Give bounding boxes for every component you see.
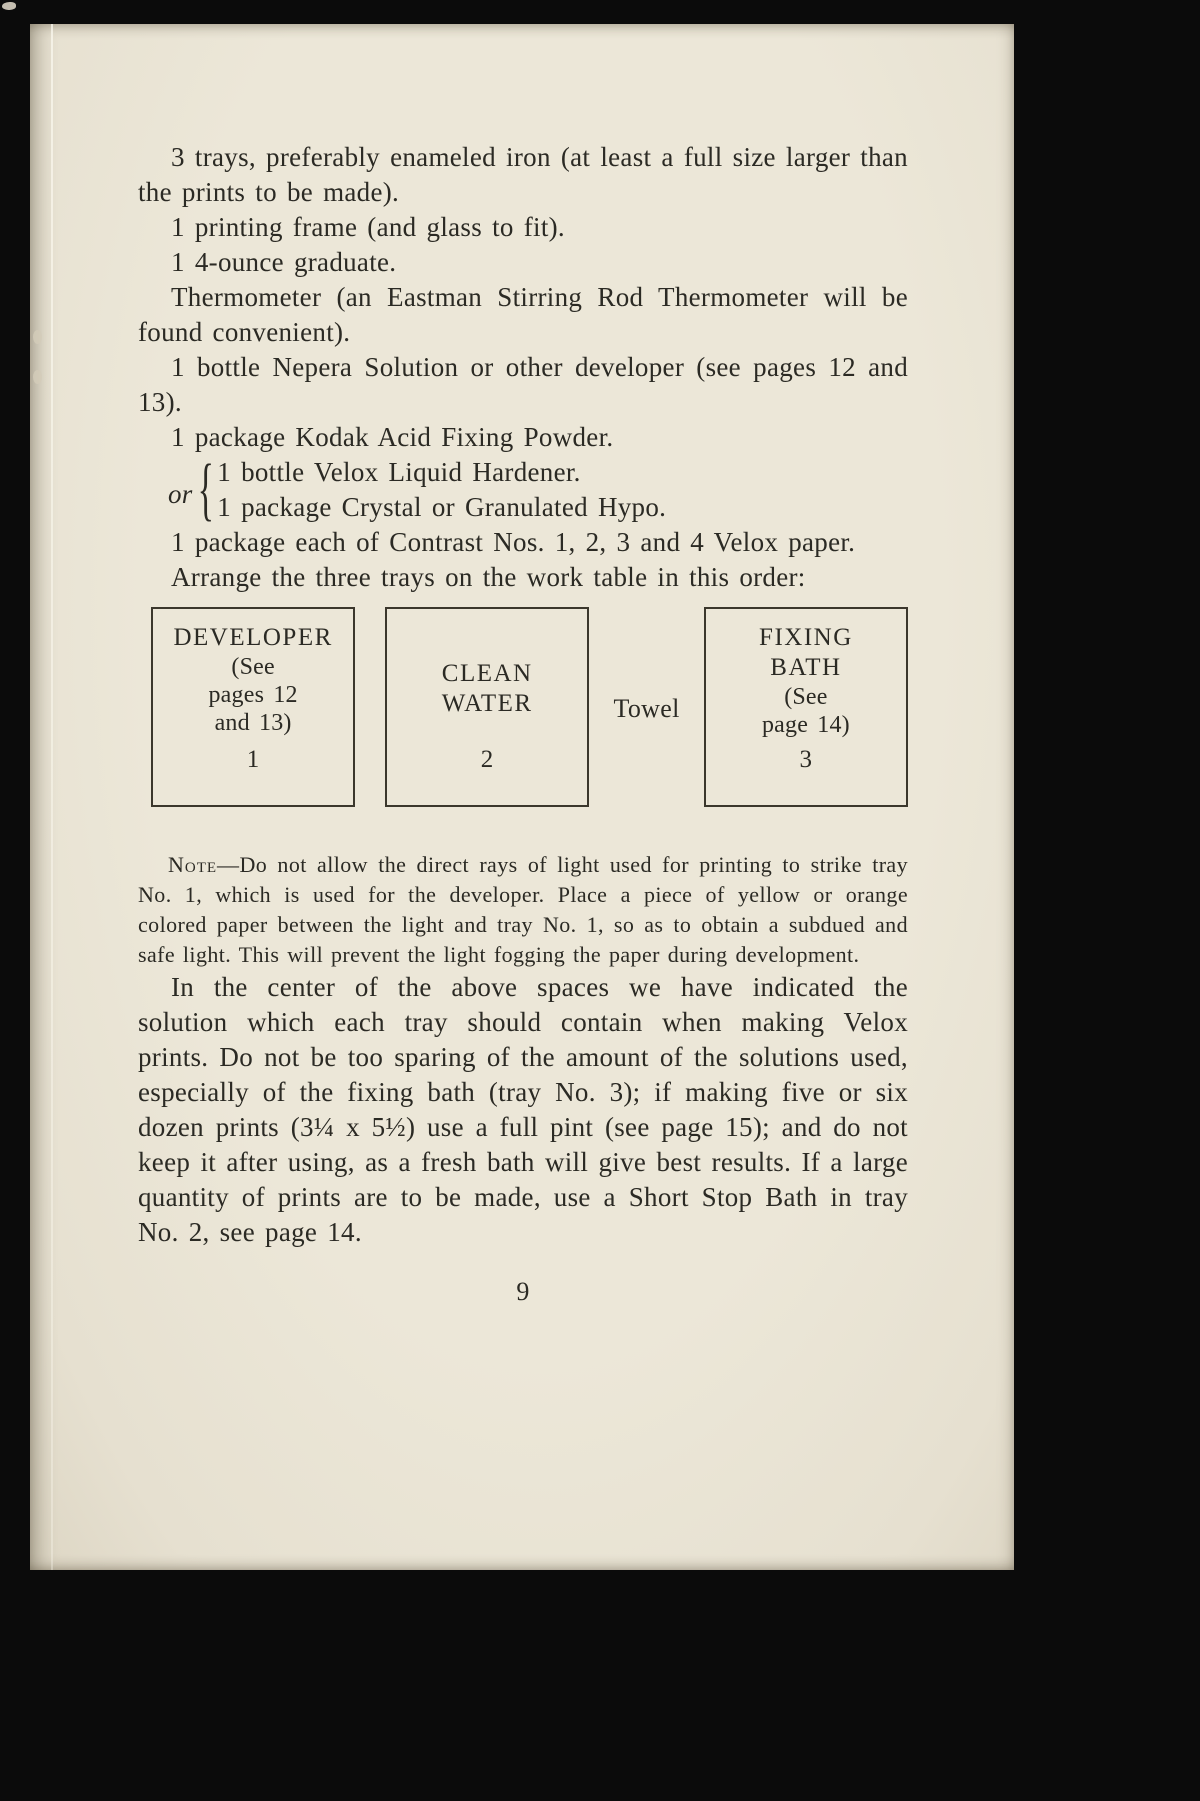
paragraph-nepera-solution: 1 bottle Nepera Solution or other developer (see pages 12 and 13). [138, 352, 908, 417]
tray2-number: 2 [480, 746, 494, 773]
tray3-sub-line1: (See [784, 684, 828, 710]
tray1-labels [157, 623, 349, 737]
tray1-title: DEVELOPER [173, 624, 333, 651]
paragraph-contrast-paper: 1 package each of Contrast Nos. 1, 2, 3 and 4 Velox paper. [171, 527, 856, 557]
note-label: Note [168, 852, 218, 877]
paragraph-fixing-powder: 1 package Kodak Acid Fixing Powder. [171, 422, 614, 452]
tray-diagram [151, 607, 908, 807]
page-spine-edge [51, 24, 53, 1570]
tray3-line1: FIXING [759, 624, 853, 651]
book-page [30, 24, 1014, 1570]
tray2-labels [391, 659, 583, 719]
tray2-line2: WATER [441, 690, 533, 717]
note-paragraph [138, 850, 908, 970]
scan-artifact-edge [33, 330, 42, 344]
note-text: —Do not allow the direct rays of light used for printing to strike tray No. 1, which is used for the developer. Place a piece of yellow or orange colored paper between the light and tray No. 1, so as to obtain a subdued and safe light. This will prevent the light fogging the paper during development. [138, 852, 908, 967]
tray-box-fixing-bath [704, 607, 908, 807]
or-label: or [168, 478, 193, 509]
tray1-sub-line3: and 13) [214, 710, 292, 736]
paragraph-graduate: 1 4-ounce graduate. [171, 247, 397, 277]
towel-label: Towel [613, 694, 680, 723]
tray1-sub-line2: pages 12 [208, 682, 298, 708]
scan-artifact-edge [33, 370, 42, 384]
paragraph-printing-frame: 1 printing frame (and glass to fit). [171, 212, 565, 242]
brace-glyph: { [197, 452, 215, 528]
page-number: 9 [516, 1277, 530, 1306]
tray1-number: 1 [246, 746, 260, 773]
tray3-line2: BATH [770, 654, 842, 681]
or-option-hypo: 1 package Crystal or Granulated Hypo. [217, 492, 667, 522]
tray-box-developer [151, 607, 355, 807]
tray-box-clean-water [385, 607, 589, 807]
diagram-gap [355, 607, 385, 807]
page-content [138, 140, 908, 1309]
paragraph-closing: In the center of the above spaces we have indicated the solution which each tray should contain when making Velox prints. Do not be too sparing of the amount of the solutions used, especially of the fixing bath (tray No. 3); if making five or six dozen prints (3¼ x 5½) use a full pint (see page 15); and do not keep it after using, as a fresh bath will give best results. If a large quantity of prints are to be made, use a Short Stop Bath in tray No. 2, see page 14. [138, 972, 908, 1247]
or-option-hardener: 1 bottle Velox Liquid Hardener. [217, 457, 581, 487]
paragraph-trays: 3 trays, preferably enameled iron (at least a full size larger than the prints to be made). [138, 142, 908, 207]
tray1-sub-line1: (See [231, 654, 275, 680]
tray3-sub-line2: page 14) [761, 712, 850, 738]
paragraph-arrange-trays: Arrange the three trays on the work table in this order: [171, 562, 806, 592]
or-options [217, 455, 666, 525]
paragraph-thermometer: Thermometer (an Eastman Stirring Rod Thermometer will be found convenient). [138, 282, 908, 347]
tray3-number: 3 [799, 746, 813, 773]
or-alternatives [168, 452, 908, 528]
tray3-labels [710, 623, 902, 739]
tray2-line1: CLEAN [441, 660, 533, 687]
scan-artifact-corner [2, 2, 16, 10]
